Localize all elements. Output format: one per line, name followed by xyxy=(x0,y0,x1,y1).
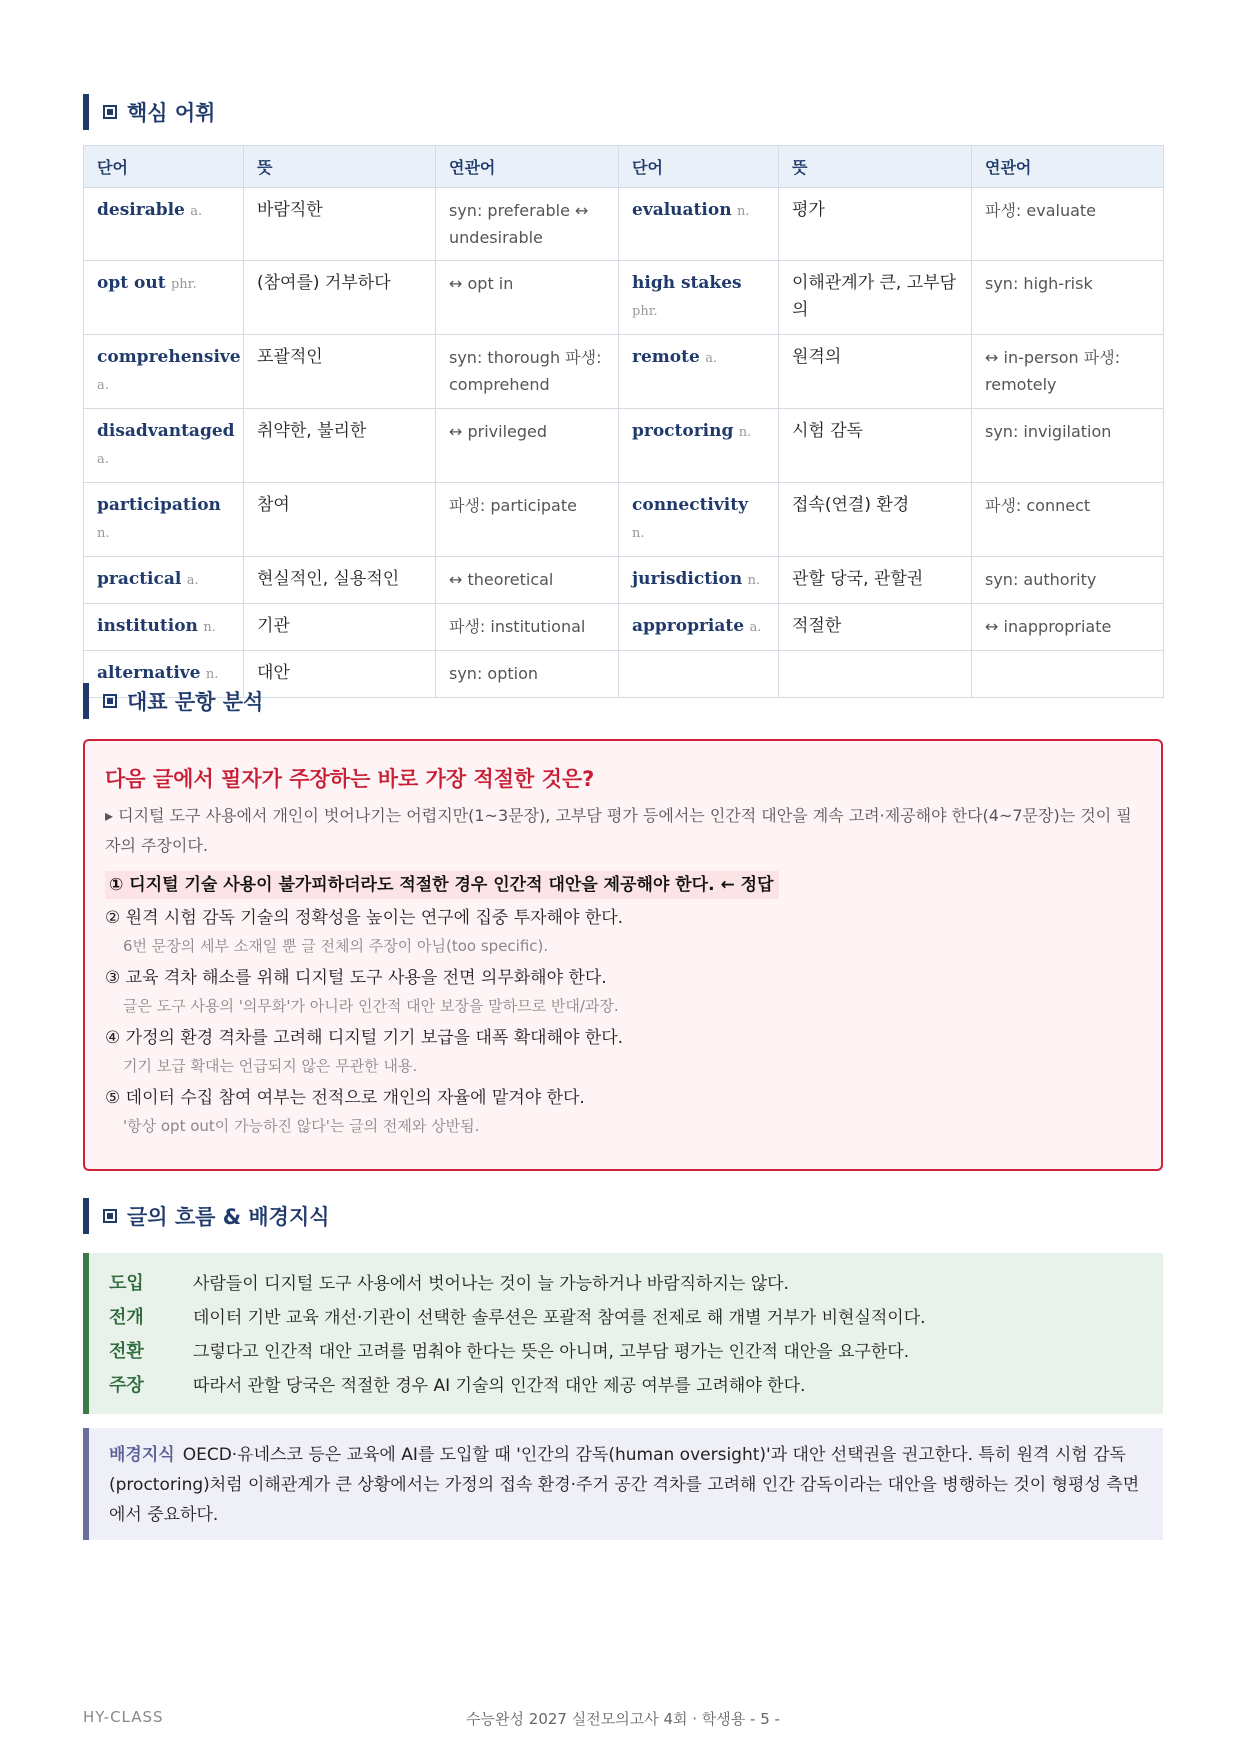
vocab-word: evaluation xyxy=(632,200,732,220)
vocab-meaning: 기관 xyxy=(244,604,436,651)
flow-text: 따라서 관할 당국은 적절한 경우 AI 기술의 인간적 대안 제공 여부를 고려해야 한다. xyxy=(193,1376,806,1396)
vocab-word-cell xyxy=(619,651,779,698)
flow-label: 전환 xyxy=(109,1341,144,1362)
background-knowledge-box xyxy=(83,1428,1163,1540)
option-list xyxy=(105,861,1141,1139)
square-bullet-icon xyxy=(103,105,117,119)
option-item: ④ 가정의 환경 격차를 고려해 디지털 기기 보급을 대폭 확대해야 한다. xyxy=(105,1028,624,1048)
vocab-related: syn: preferable ↔ undesirable xyxy=(436,188,619,261)
vocab-related: syn: authority xyxy=(972,557,1164,604)
vocab-meaning: 적절한 xyxy=(779,604,972,651)
vocab-meaning: 포괄적인 xyxy=(244,335,436,409)
vocab-meaning: 현실적인, 실용적인 xyxy=(244,557,436,604)
question-box xyxy=(83,739,1163,1171)
background-label: 배경지식 xyxy=(109,1445,175,1465)
vocab-word: connectivity xyxy=(632,495,748,515)
vocab-row xyxy=(84,261,1164,335)
vocab-related: syn: thorough 파생: comprehend xyxy=(436,335,619,409)
vocab-row xyxy=(84,188,1164,261)
vocab-meaning: 접속(연결) 환경 xyxy=(779,483,972,557)
section-title: 대표 문항 분석 xyxy=(127,690,264,714)
question-summary: ▸ 디지털 도구 사용에서 개인이 벗어나기는 어렵지만(1~3문장), 고부담 평가 등에서는 인간적 대안을 계속 고려·제공해야 한다(4~7문장)는 것이 필자의 주장이다. xyxy=(105,806,1132,855)
square-bullet-icon xyxy=(103,694,117,708)
vocab-meaning: 취약한, 불리한 xyxy=(244,409,436,483)
col-header-word: 단어 xyxy=(619,146,779,188)
vocab-word-cell xyxy=(619,188,779,261)
vocab-related: ↔ privileged xyxy=(436,409,619,483)
vocab-meaning: 원격의 xyxy=(779,335,972,409)
vocab-related: ↔ inappropriate xyxy=(972,604,1164,651)
part-of-speech: a. xyxy=(97,452,109,467)
vocab-word: disadvantaged xyxy=(97,421,235,441)
vocab-word: participation xyxy=(97,495,221,515)
flow-label: 전개 xyxy=(109,1307,144,1328)
col-header-word: 단어 xyxy=(84,146,244,188)
vocab-word-cell xyxy=(619,335,779,409)
part-of-speech: a. xyxy=(705,351,718,366)
part-of-speech: a. xyxy=(190,204,203,219)
vocab-row xyxy=(84,483,1164,557)
footer-brand: HY-CLASS xyxy=(83,1708,164,1726)
vocab-word: alternative xyxy=(97,663,201,683)
part-of-speech: a. xyxy=(97,378,109,393)
vocab-related: syn: invigilation xyxy=(972,409,1164,483)
vocab-word-cell xyxy=(619,409,779,483)
option-note: 글은 도구 사용의 '의무화'가 아니라 인간적 대안 보장을 말하므로 반대/과장. xyxy=(123,997,619,1015)
part-of-speech: a. xyxy=(186,573,199,588)
vocab-related: ↔ opt in xyxy=(436,261,619,335)
flow-row xyxy=(109,1335,1163,1369)
flow-row xyxy=(109,1301,1163,1335)
vocab-word: high stakes xyxy=(632,273,742,293)
vocab-related: ↔ in-person 파생: remotely xyxy=(972,335,1164,409)
part-of-speech: n. xyxy=(632,526,645,541)
vocab-word-cell xyxy=(84,604,244,651)
vocab-related: ↔ theoretical xyxy=(436,557,619,604)
part-of-speech: n. xyxy=(736,204,750,219)
vocab-word-cell xyxy=(619,261,779,335)
section-header-analysis xyxy=(83,683,263,719)
col-header-meaning: 뜻 xyxy=(779,146,972,188)
flow-text: 그렇다고 인간적 대안 고려를 멈춰야 한다는 뜻은 아니며, 고부담 평가는 인간적 대안을 요구한다. xyxy=(193,1342,910,1362)
flow-row xyxy=(109,1369,1163,1403)
part-of-speech: n. xyxy=(97,526,110,541)
vocab-table xyxy=(83,145,1164,698)
part-of-speech: n. xyxy=(203,620,216,635)
vocab-related: 파생: evaluate xyxy=(972,188,1164,261)
col-header-meaning: 뜻 xyxy=(244,146,436,188)
vocab-word-cell xyxy=(84,483,244,557)
col-header-related: 연관어 xyxy=(436,146,619,188)
footer-page-info: 수능완성 2027 실전모의고사 4회 · 학생용 - 5 - xyxy=(466,1710,780,1728)
part-of-speech: n. xyxy=(205,667,219,682)
vocab-row xyxy=(84,604,1164,651)
vocab-meaning: 바람직한 xyxy=(244,188,436,261)
flow-row xyxy=(109,1267,1163,1301)
option-correct: ① 디지털 기술 사용이 불가피하더라도 적절한 경우 인간적 대안을 제공해야 한다. ← 정답 xyxy=(105,871,779,899)
part-of-speech: phr. xyxy=(632,304,658,319)
vocab-related xyxy=(972,651,1164,698)
question-title: 다음 글에서 필자가 주장하는 바로 가장 적절한 것은? xyxy=(105,767,595,791)
section-header-flow xyxy=(83,1198,330,1234)
col-header-related: 연관어 xyxy=(972,146,1164,188)
vocab-word-cell xyxy=(84,188,244,261)
vocab-related: 파생: institutional xyxy=(436,604,619,651)
vocab-header-row xyxy=(84,146,1164,188)
vocab-word: comprehensive xyxy=(97,347,241,367)
vocab-word-cell xyxy=(84,557,244,604)
background-text: OECD·유네스코 등은 교육에 AI를 도입할 때 '인간의 감독(human oversight)'과 대안 선택권을 권고한다. 특히 원격 시험 감독(proctoring)처럼 이해관계가 큰 상황에서는 가정의 접속 환경·주거 공간 격차를 고려해 인간 감독이라는 대안을 병행하는 것이 형평성 측면에서 중요하다. xyxy=(109,1445,1140,1525)
vocab-word: appropriate xyxy=(632,616,745,636)
vocab-row xyxy=(84,335,1164,409)
vocab-meaning: 관할 당국, 관할권 xyxy=(779,557,972,604)
part-of-speech: n. xyxy=(738,425,752,440)
part-of-speech: n. xyxy=(747,573,761,588)
section-header-vocab xyxy=(83,94,215,130)
vocab-word-cell xyxy=(84,409,244,483)
vocab-related: 파생: connect xyxy=(972,483,1164,557)
section-title: 핵심 어휘 xyxy=(127,101,216,125)
vocab-meaning: (참여를) 거부하다 xyxy=(244,261,436,335)
flow-text: 사람들이 디지털 도구 사용에서 벗어나는 것이 늘 가능하거나 바람직하지는 않다. xyxy=(193,1274,789,1294)
vocab-word-cell xyxy=(619,483,779,557)
flow-text: 데이터 기반 교육 개선·기관이 선택한 솔루션은 포괄적 참여를 전제로 해 개별 거부가 비현실적이다. xyxy=(193,1308,926,1328)
vocab-word: institution xyxy=(97,616,198,636)
vocab-meaning: 평가 xyxy=(779,188,972,261)
option-note: 기기 보급 확대는 언급되지 않은 무관한 내용. xyxy=(123,1057,418,1075)
vocab-word: desirable xyxy=(97,200,185,220)
vocab-word: opt out xyxy=(97,273,166,293)
vocab-related: syn: option xyxy=(436,651,619,698)
flow-label: 도입 xyxy=(109,1273,144,1294)
vocab-meaning: 참여 xyxy=(244,483,436,557)
option-item: ③ 교육 격차 해소를 위해 디지털 도구 사용을 전면 의무화해야 한다. xyxy=(105,968,607,988)
option-note: 6번 문장의 세부 소재일 뿐 글 전체의 주장이 아님(too specific). xyxy=(123,937,549,955)
vocab-word-cell xyxy=(84,335,244,409)
section-title: 글의 흐름 & 배경지식 xyxy=(127,1205,330,1229)
vocab-meaning xyxy=(779,651,972,698)
vocab-word: practical xyxy=(97,569,182,589)
vocab-word-cell xyxy=(619,604,779,651)
flow-label: 주장 xyxy=(109,1375,144,1396)
vocab-meaning: 이해관계가 큰, 고부담의 xyxy=(779,261,972,335)
vocab-word: jurisdiction xyxy=(632,569,743,589)
vocab-meaning: 대안 xyxy=(244,651,436,698)
flow-box xyxy=(83,1253,1163,1414)
vocab-row xyxy=(84,409,1164,483)
vocab-related: 파생: participate xyxy=(436,483,619,557)
square-bullet-icon xyxy=(103,1209,117,1223)
vocab-meaning: 시험 감독 xyxy=(779,409,972,483)
vocab-row xyxy=(84,557,1164,604)
vocab-word-cell xyxy=(619,557,779,604)
vocab-word-cell xyxy=(84,261,244,335)
option-item: ⑤ 데이터 수집 참여 여부는 전적으로 개인의 자율에 맡겨야 한다. xyxy=(105,1088,585,1108)
vocab-related: syn: high-risk xyxy=(972,261,1164,335)
part-of-speech: phr. xyxy=(170,277,197,292)
part-of-speech: a. xyxy=(749,620,762,635)
vocab-word: proctoring xyxy=(632,421,734,441)
vocab-word: remote xyxy=(632,347,700,367)
option-item: ② 원격 시험 감독 기술의 정확성을 높이는 연구에 집중 투자해야 한다. xyxy=(105,908,624,928)
option-note: '항상 opt out이 가능하진 않다'는 글의 전제와 상반됨. xyxy=(123,1117,480,1135)
